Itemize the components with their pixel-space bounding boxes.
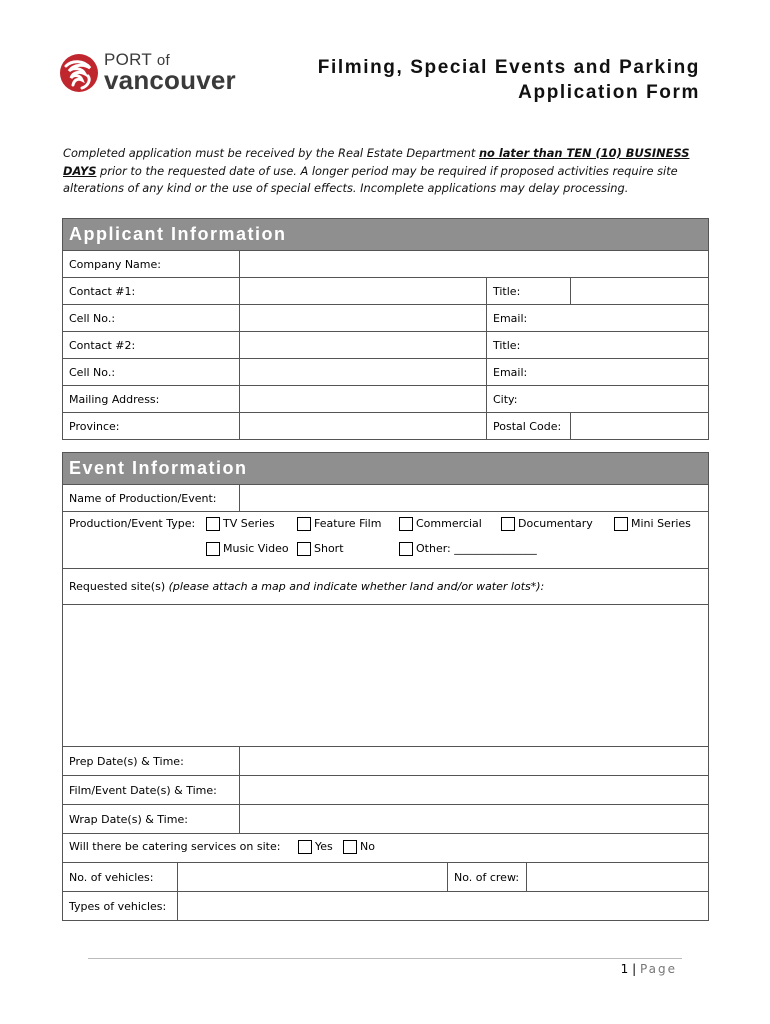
wrap-dates-field[interactable] [240, 805, 709, 834]
page-number: 1 | Page [620, 962, 677, 976]
logo-line2: vancouver [104, 65, 236, 95]
option-feature-film[interactable]: Feature Film [297, 517, 381, 531]
vehicles-label: No. of vehicles: [63, 863, 178, 892]
documentary-checkbox[interactable] [501, 517, 515, 531]
music-video-checkbox[interactable] [206, 542, 220, 556]
prep-dates-field[interactable] [240, 747, 709, 776]
production-type-row [63, 512, 709, 569]
vehicle-types-label: Types of vehicles: [63, 892, 178, 921]
postal-code-label: Postal Code: [487, 413, 571, 440]
province-field[interactable] [240, 413, 487, 440]
applicant-information-table [62, 218, 709, 440]
contact1-field[interactable] [240, 278, 487, 305]
production-name-label: Name of Production/Event: [63, 485, 240, 512]
prep-dates-label: Prep Date(s) & Time: [63, 747, 240, 776]
commercial-checkbox[interactable] [399, 517, 413, 531]
applicant-info-heading: Applicant Information [63, 219, 709, 251]
wrap-dates-label: Wrap Date(s) & Time: [63, 805, 240, 834]
option-documentary[interactable]: Documentary [501, 517, 593, 531]
cell2-field[interactable] [240, 359, 487, 386]
production-type-label: Production/Event Type: [69, 517, 196, 530]
catering-row [63, 834, 709, 863]
email1-label[interactable]: Email: [487, 305, 709, 332]
cell1-field[interactable] [240, 305, 487, 332]
mini-series-checkbox[interactable] [614, 517, 628, 531]
requested-sites-field[interactable] [63, 605, 709, 747]
option-short[interactable]: Short [297, 542, 344, 556]
mailing-address-field[interactable] [240, 386, 487, 413]
film-dates-label: Film/Event Date(s) & Time: [63, 776, 240, 805]
title1-field[interactable] [571, 278, 709, 305]
option-music-video[interactable]: Music Video [206, 542, 289, 556]
province-label: Province: [63, 413, 240, 440]
option-other[interactable]: Other: _______________ [399, 542, 537, 556]
contact1-label: Contact #1: [63, 278, 240, 305]
cell2-label: Cell No.: [63, 359, 240, 386]
short-checkbox[interactable] [297, 542, 311, 556]
catering-yes-checkbox[interactable] [298, 840, 312, 854]
company-name-label: Company Name: [63, 251, 240, 278]
contact2-label: Contact #2: [63, 332, 240, 359]
catering-yes-option[interactable]: Yes [298, 840, 333, 854]
tv-series-checkbox[interactable] [206, 517, 220, 531]
production-name-field[interactable] [240, 485, 709, 512]
crew-label: No. of crew: [448, 863, 527, 892]
catering-label: Will there be catering services on site: [69, 840, 281, 853]
option-commercial[interactable]: Commercial [399, 517, 482, 531]
feature-film-checkbox[interactable] [297, 517, 311, 531]
footer-divider [88, 958, 682, 959]
form-title: Filming, Special Events and Parking Application Form [317, 57, 700, 103]
port-of-vancouver-logo [58, 50, 238, 96]
company-name-field[interactable] [240, 251, 709, 278]
cell1-label: Cell No.: [63, 305, 240, 332]
option-mini-series[interactable]: Mini Series [614, 517, 691, 531]
postal-code-field[interactable] [571, 413, 709, 440]
event-info-heading: Event Information [63, 453, 709, 485]
catering-no-checkbox[interactable] [343, 840, 357, 854]
logo-line1: PORT of [104, 50, 170, 69]
mailing-address-label: Mailing Address: [63, 386, 240, 413]
vehicles-field[interactable] [178, 863, 448, 892]
event-information-table [62, 452, 709, 921]
catering-no-option[interactable]: No [343, 840, 375, 854]
city-label[interactable]: City: [487, 386, 709, 413]
port-logo-icon [58, 52, 100, 94]
email2-label[interactable]: Email: [487, 359, 709, 386]
option-tv-series[interactable]: TV Series [206, 517, 275, 531]
contact2-field[interactable] [240, 332, 487, 359]
other-checkbox[interactable] [399, 542, 413, 556]
crew-field[interactable] [527, 863, 709, 892]
title1-label: Title: [487, 278, 571, 305]
title2-label[interactable]: Title: [487, 332, 709, 359]
intro-text: Completed application must be received by the Real Estate Department no later than TEN (10) BUSINESS DAYS prior to the requested date of use. A longer period may be required if proposed activities require site alterations of any kind or the use of special effects. Incomplete applications may delay processing. [63, 146, 690, 195]
requested-sites-label: Requested site(s) (please attach a map and indicate whether land and/or water lots*): [63, 569, 709, 605]
vehicle-types-field[interactable] [178, 892, 709, 921]
film-dates-field[interactable] [240, 776, 709, 805]
